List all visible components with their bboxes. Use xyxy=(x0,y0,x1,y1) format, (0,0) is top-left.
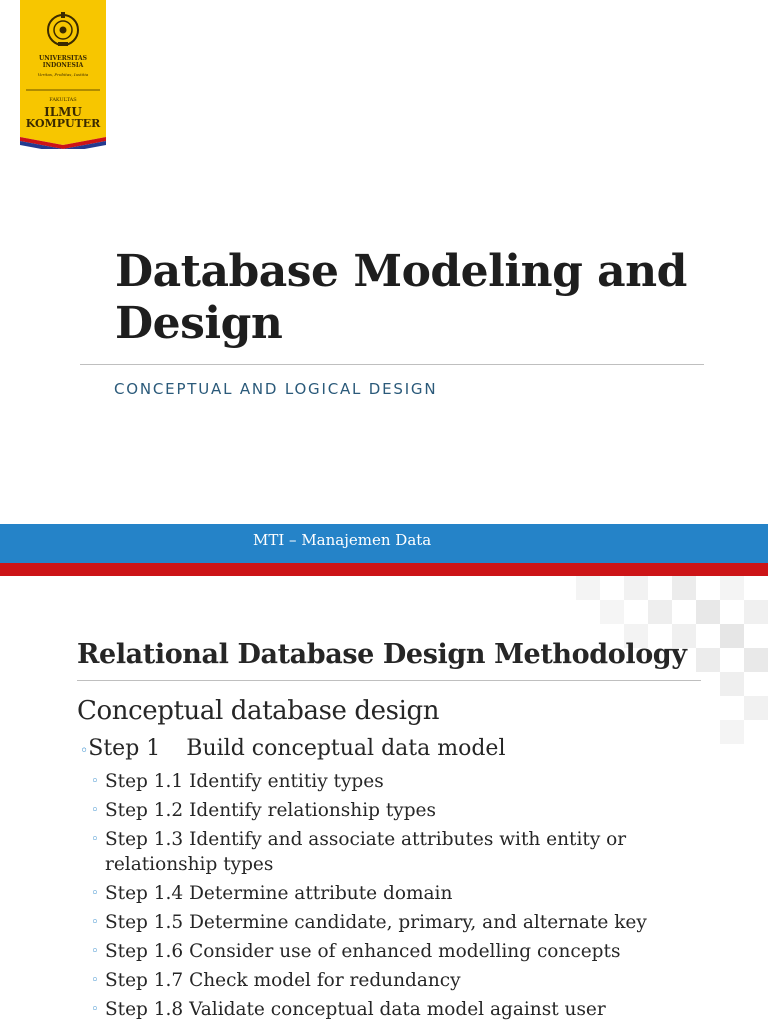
slide-title-line1: Database Modeling and xyxy=(115,246,687,297)
substep-text: Identify and associate attributes with entity or relationship types xyxy=(105,829,627,875)
substep-label: Step 1.7 xyxy=(105,970,184,991)
substep-label: Step 1.3 xyxy=(105,829,184,850)
substep-label: Step 1.6 xyxy=(105,941,184,962)
section-heading: Conceptual database design xyxy=(77,696,440,726)
footer-course-label: MTI – Manajemen Data xyxy=(253,531,432,549)
substep-label: Step 1.4 xyxy=(105,883,184,904)
substep-item xyxy=(91,910,691,935)
title-divider xyxy=(80,364,704,365)
substep-text: Determine candidate, primary, and alternate key xyxy=(189,912,647,933)
bullet-icon: ◦ xyxy=(91,886,99,901)
bullet-icon: ◦ xyxy=(91,832,99,847)
substep-item xyxy=(91,939,691,964)
bullet-icon: ◦ xyxy=(91,944,99,959)
logo-university-line1: UNIVERSITAS xyxy=(38,55,87,62)
logo-university-line2: INDONESIA xyxy=(42,62,84,69)
footer-band-red xyxy=(0,563,768,576)
slide-title-line2: Design xyxy=(115,298,283,349)
slide-subtitle: CONCEPTUAL AND LOGICAL DESIGN xyxy=(114,380,438,398)
step-1-text: Build conceptual data model xyxy=(186,736,506,761)
slide-title: Relational Database Design Methodology xyxy=(77,639,687,670)
bullet-icon: ◦ xyxy=(91,1002,99,1017)
logo-faculty-line2: KOMPUTER xyxy=(25,117,101,130)
substep-text: Identify relationship types xyxy=(189,800,436,821)
substep-text: Identify entitiy types xyxy=(189,771,384,792)
substep-item xyxy=(91,798,691,823)
content-slide xyxy=(0,576,768,1024)
substep-item xyxy=(91,881,691,906)
bullet-icon: ◦ xyxy=(80,743,89,759)
substep-label: Step 1.1 xyxy=(105,771,184,792)
step-1-label: Step 1 xyxy=(88,736,161,761)
substep-item xyxy=(91,968,691,993)
substep-item xyxy=(91,827,691,877)
substep-text: Consider use of enhanced modelling concepts xyxy=(189,941,621,962)
logo-faculty-label: FAKULTAS xyxy=(49,97,77,103)
substep-item xyxy=(91,769,691,794)
substep-label: Step 1.5 xyxy=(105,912,184,933)
substep-text: Check model for redundancy xyxy=(189,970,461,991)
substep-text: Determine attribute domain xyxy=(189,883,453,904)
substep-label: Step 1.2 xyxy=(105,800,184,821)
logo-faculty-line1: ILMU xyxy=(44,105,82,119)
step-1-item xyxy=(80,736,505,761)
substep-list xyxy=(91,769,691,1024)
bullet-icon: ◦ xyxy=(91,774,99,789)
substep-text: Validate conceptual data model against user xyxy=(189,999,606,1020)
bullet-icon: ◦ xyxy=(91,915,99,930)
title-divider xyxy=(77,680,701,681)
slide-title xyxy=(115,246,735,350)
bullet-icon: ◦ xyxy=(91,973,99,988)
bullet-icon: ◦ xyxy=(91,803,99,818)
substep-item xyxy=(91,997,691,1022)
logo-motto: Veritas, Probitas, Iustitia xyxy=(37,72,89,77)
substep-label: Step 1.8 xyxy=(105,999,184,1020)
